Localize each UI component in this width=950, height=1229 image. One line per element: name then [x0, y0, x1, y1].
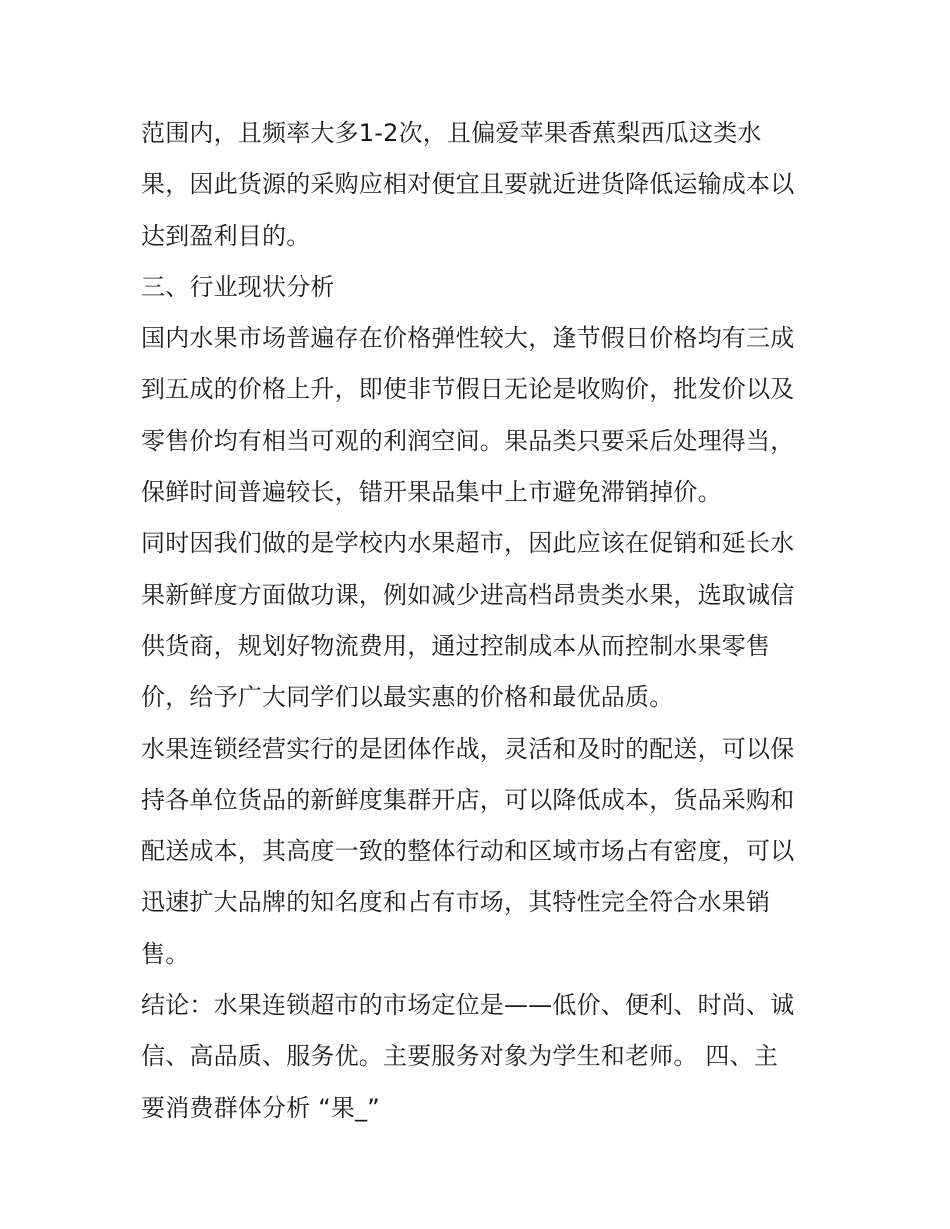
text-line: 达到盈利目的。: [141, 221, 311, 250]
text-line: 果新鲜度方面做功课，例如减少进高档昂贵类水果，选取诚信: [141, 580, 795, 609]
text-line: 要消费群体分析 “果_”: [141, 1093, 380, 1122]
text-line: 持各单位货品的新鲜度集群开店，可以降低成本，货品采购和: [141, 785, 795, 814]
text-line: 迅速扩大品牌的知名度和占有市场，其特性完全符合水果销: [141, 888, 771, 917]
body-text: [141, 108, 821, 1134]
text-line: 国内水果市场普遍存在价格弹性较大，逢节假日价格均有三成: [141, 324, 795, 353]
text-line: 零售价均有相当可观的利润空间。果品类只要采后处理得当，: [141, 426, 795, 455]
text-line: 售。: [141, 939, 190, 968]
text-line: 供货商，规划好物流费用，通过控制成本从而控制水果零售: [141, 631, 771, 660]
text-line: 到五成的价格上升，即使非节假日无论是收购价，批发价以及: [141, 375, 795, 404]
conclusion-line: 结论：水果连锁超市的市场定位是——低价、便利、时尚、诚: [141, 991, 795, 1020]
text-line: 价，给予广大同学们以最实惠的价格和最优品质。: [141, 683, 674, 712]
text-line: 水果连锁经营实行的是团体作战，灵活和及时的配送，可以保: [141, 734, 795, 763]
text-line: 范围内，且频率大多1-2次，且偏爱苹果香蕉梨西瓜这类水: [141, 119, 762, 147]
text-line: 配送成本，其高度一致的整体行动和区域市场占有密度，可以: [141, 837, 795, 866]
text-line: 果，因此货源的采购应相对便宜且要就近进货降低运输成本以: [141, 170, 795, 199]
section-heading: 三、行业现状分析: [141, 272, 335, 301]
text-line: 保鲜时间普遍较长，错开果品集中上市避免滞销掉价。: [141, 478, 722, 507]
text-line: 同时因我们做的是学校内水果超市，因此应该在促销和延长水: [141, 529, 795, 558]
text-line: 信、高品质、服务优。主要服务对象为学生和老师。 四、主: [141, 1042, 779, 1071]
